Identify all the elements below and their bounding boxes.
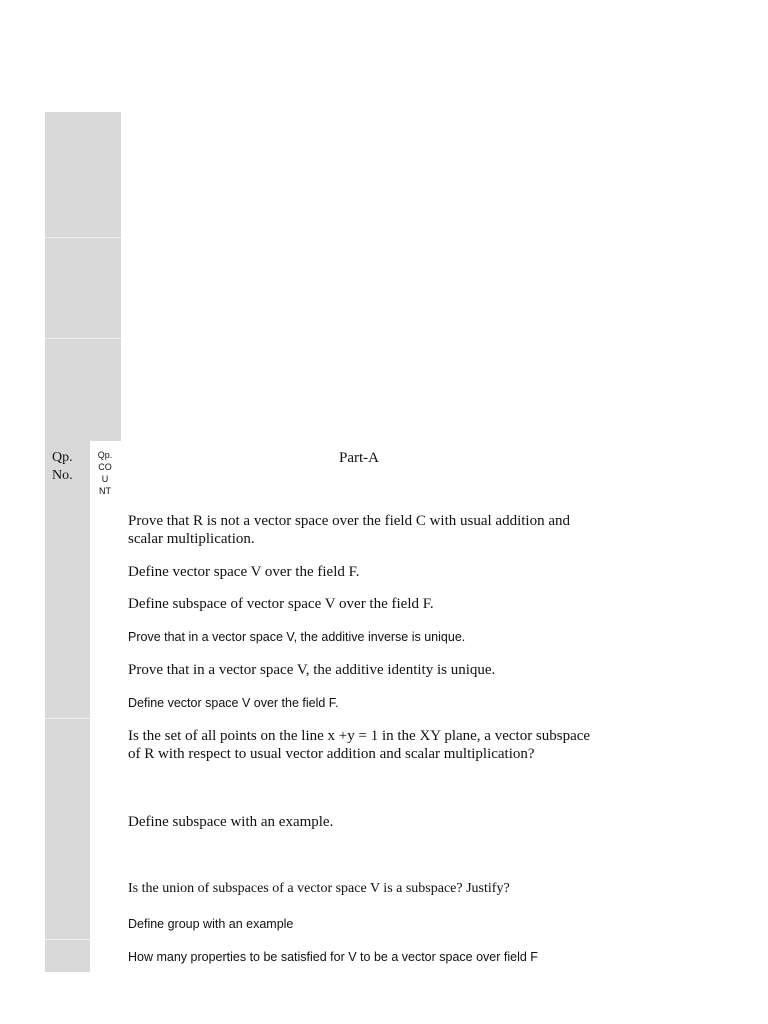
question-11: How many properties to be satisfied for V to be a vector space over field F: [128, 950, 538, 964]
question-8: Define subspace with an example.: [128, 814, 334, 830]
table-column-main: [45, 441, 90, 972]
qp-no-header: Qp. No.: [52, 450, 73, 483]
row-divider: [45, 718, 90, 719]
part-title: Part-A: [339, 450, 379, 466]
question-text: Prove that R is not a vector space over the field C with usual addition and: [128, 513, 570, 529]
question-5: Prove that in a vector space V, the additive identity is unique.: [128, 662, 496, 678]
qp-count-header: Qp. CO U NT: [97, 450, 113, 496]
question-6: Define vector space V over the field F.: [128, 696, 339, 710]
question-3: Define subspace of vector space V over the field F.: [128, 596, 434, 612]
row-divider: [45, 939, 90, 940]
question-2: Define vector space V over the field F.: [128, 564, 360, 580]
question-text: Is the set of all points on the line x +y = 1 in the XY plane, a vector subspace: [128, 728, 591, 744]
question-10: Define group with an example: [128, 917, 294, 931]
row-divider: [45, 338, 121, 339]
row-divider: [45, 237, 121, 238]
question-4: Prove that in a vector space V, the additive inverse is unique.: [128, 630, 466, 644]
question-9: Is the union of subspaces of a vector space V is a subspace? Justify?: [128, 881, 510, 896]
table-column-top: [45, 112, 121, 441]
question-text: scalar multiplication.: [128, 531, 255, 547]
question-text: of R with respect to usual vector addition and scalar multiplication?: [128, 746, 535, 762]
